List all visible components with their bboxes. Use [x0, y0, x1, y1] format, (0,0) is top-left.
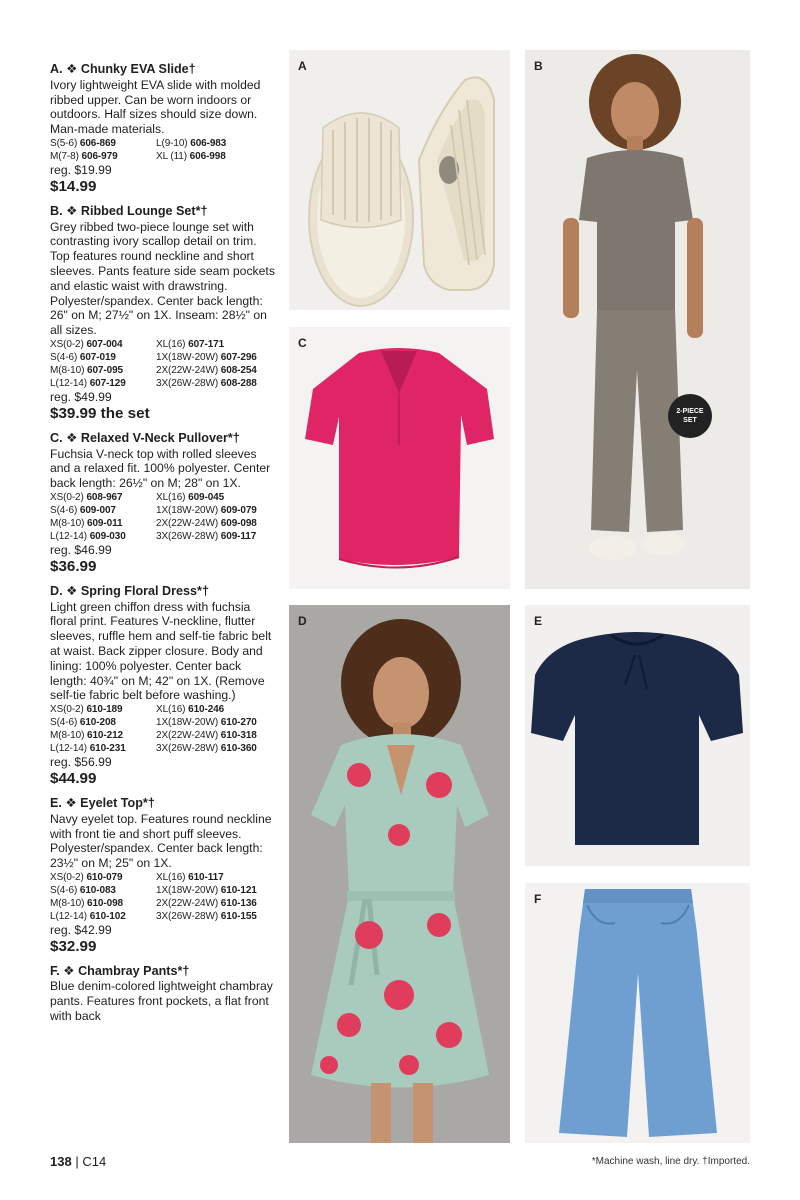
photo-c-pullover — [289, 327, 510, 589]
product-title: E. ❖ Eyelet Top*† — [50, 795, 155, 810]
size-item: 2X(22W-24W) 608-254 — [156, 364, 257, 376]
size-item: M(8-10) 610-098 — [50, 897, 123, 909]
size-item: 1X(18W-20W) 609-079 — [156, 504, 257, 516]
photo-label: B — [534, 59, 543, 73]
size-item: XS(0-2) 607-004 — [50, 338, 123, 350]
product-description: Navy eyelet top. Features round neckline with front tie and short puff sleeves. Polyester/spandex. Center back length: 23½" on M; 25" on 1X. — [50, 811, 272, 871]
regular-price: reg. $42.99 — [50, 922, 112, 937]
product-description: Ivory lightweight EVA slide with molded ribbed upper. Can be worn indoors or outdoors. Half sizes should size down. Man-made materials. — [50, 77, 261, 137]
size-item: S(4-6) 610-208 — [50, 717, 116, 729]
size-item: 3X(26W-28W) 610-360 — [156, 743, 257, 755]
product-title: F. ❖ Chambray Pants*† — [50, 963, 190, 978]
slide-illustration — [289, 50, 510, 310]
product-title: C. ❖ Relaxed V-Neck Pullover*† — [50, 430, 240, 445]
photo-label: A — [298, 59, 307, 73]
photo-label: D — [298, 614, 307, 628]
size-item: XL(16) 610-246 — [156, 704, 225, 716]
product-d — [50, 584, 278, 788]
size-item: XL (11) 606-998 — [156, 150, 226, 162]
model-illustration — [289, 605, 510, 1143]
product-a — [50, 62, 278, 196]
eyelet-top-illustration — [525, 605, 750, 866]
size-list — [50, 703, 278, 755]
size-item: 2X(22W-24W) 610-136 — [156, 897, 257, 909]
product-description: Blue denim-colored lightweight chambray pants. Features front pockets, a flat front with back — [50, 979, 273, 1024]
size-list — [50, 338, 278, 390]
catalog-code: C14 — [82, 1154, 107, 1169]
photo-f-chambray-pants — [525, 883, 750, 1143]
size-item: L(12-14) 610-102 — [50, 910, 126, 922]
regular-price: reg. $49.99 — [50, 389, 112, 404]
product-description: Fuchsia V-neck top with rolled sleeves and a relaxed fit. 100% polyester. Center back length: 26½" on M; 28" on 1X. — [50, 446, 271, 491]
photo-label: E — [534, 614, 543, 628]
size-item: 2X(22W-24W) 609-098 — [156, 517, 257, 529]
product-b — [50, 204, 278, 423]
photo-b-lounge-set — [525, 50, 750, 589]
size-item: L(9-10) 606-983 — [156, 137, 227, 149]
care-note: *Machine wash, line dry. †Imported. — [591, 1156, 750, 1167]
size-item: XL(16) 609-045 — [156, 491, 225, 503]
regular-price: reg. $46.99 — [50, 542, 112, 557]
size-item: L(12-14) 607-129 — [50, 377, 126, 389]
size-item: M(8-10) 610-212 — [50, 730, 123, 742]
sale-price: $36.99 — [50, 557, 97, 575]
size-item: 2X(22W-24W) 610-318 — [156, 730, 257, 742]
size-item: M(8-10) 609-011 — [50, 517, 123, 529]
photo-a-slides — [289, 50, 510, 310]
size-list — [50, 137, 278, 163]
size-item: XS(0-2) 610-079 — [50, 871, 123, 883]
size-item: 1X(18W-20W) 610-121 — [156, 884, 257, 896]
product-description: Grey ribbed two-piece lounge set with contrasting ivory scallop detail on trim. Top features round neckline and short sleeves. Pants feature side seam pockets and elastic waist with drawstring. Polyester/spandex. Center back length: 26" on M; 27½" on 1X. Inseam: 28½" on all sizes. — [50, 219, 275, 338]
sale-price: $32.99 — [50, 937, 97, 955]
product-e — [50, 796, 278, 956]
product-c — [50, 431, 278, 576]
size-item: L(12-14) 609-030 — [50, 530, 126, 542]
size-item: M(7-8) 606-979 — [50, 150, 118, 162]
size-list — [50, 491, 278, 543]
size-item: XL(16) 607-171 — [156, 338, 225, 350]
photo-d-floral-dress — [289, 605, 510, 1143]
photo-label: F — [534, 892, 542, 906]
regular-price: reg. $19.99 — [50, 162, 112, 177]
size-item: 3X(26W-28W) 609-117 — [156, 530, 257, 542]
size-item: 3X(26W-28W) 608-288 — [156, 377, 257, 389]
size-item: S(5-6) 606-869 — [50, 137, 116, 149]
sale-price: $14.99 — [50, 177, 97, 195]
model-illustration — [525, 50, 750, 589]
size-item: S(4-6) 609-007 — [50, 504, 116, 516]
photo-e-eyelet-top — [525, 605, 750, 866]
size-item: S(4-6) 610-083 — [50, 884, 116, 896]
pullover-illustration — [289, 327, 510, 589]
pants-illustration — [525, 883, 750, 1143]
size-item: 3X(26W-28W) 610-155 — [156, 910, 257, 922]
product-title: A. ❖ Chunky EVA Slide† — [50, 62, 196, 76]
page-number: 138 — [50, 1154, 72, 1169]
product-title: B. ❖ Ribbed Lounge Set*† — [50, 203, 208, 218]
size-item: XL(16) 610-117 — [156, 871, 224, 883]
page-footer — [50, 1154, 106, 1169]
size-item: 1X(18W-20W) 607-296 — [156, 351, 257, 363]
product-copy-column — [50, 62, 278, 1032]
regular-price: reg. $56.99 — [50, 755, 112, 770]
footer-separator: | — [75, 1154, 79, 1169]
size-item: M(8-10) 607-095 — [50, 364, 123, 376]
size-item: 1X(18W-20W) 610-270 — [156, 717, 257, 729]
product-f — [50, 964, 278, 1024]
size-item: S(4-6) 607-019 — [50, 351, 116, 363]
size-list — [50, 871, 278, 923]
size-item: XS(0-2) 608-967 — [50, 491, 123, 503]
photo-label: C — [298, 336, 307, 350]
product-description: Light green chiffon dress with fuchsia floral print. Features V-neckline, flutter sleeves, ruffle hem and self-tie fabric belt at waist. Back zipper closure. Body and lining: 100% polyester. Center back length: 40¾" on M; 42" on 1X. (Remove self-tie fabric belt before washing.) — [50, 599, 272, 703]
two-piece-set-badge: 2-PIECE SET — [668, 394, 712, 438]
sale-price: $39.99 the set — [50, 404, 150, 422]
size-item: XS(0-2) 610-189 — [50, 704, 123, 716]
product-title: D. ❖ Spring Floral Dress*† — [50, 583, 209, 598]
size-item: L(12-14) 610-231 — [50, 743, 126, 755]
sale-price: $44.99 — [50, 769, 97, 787]
